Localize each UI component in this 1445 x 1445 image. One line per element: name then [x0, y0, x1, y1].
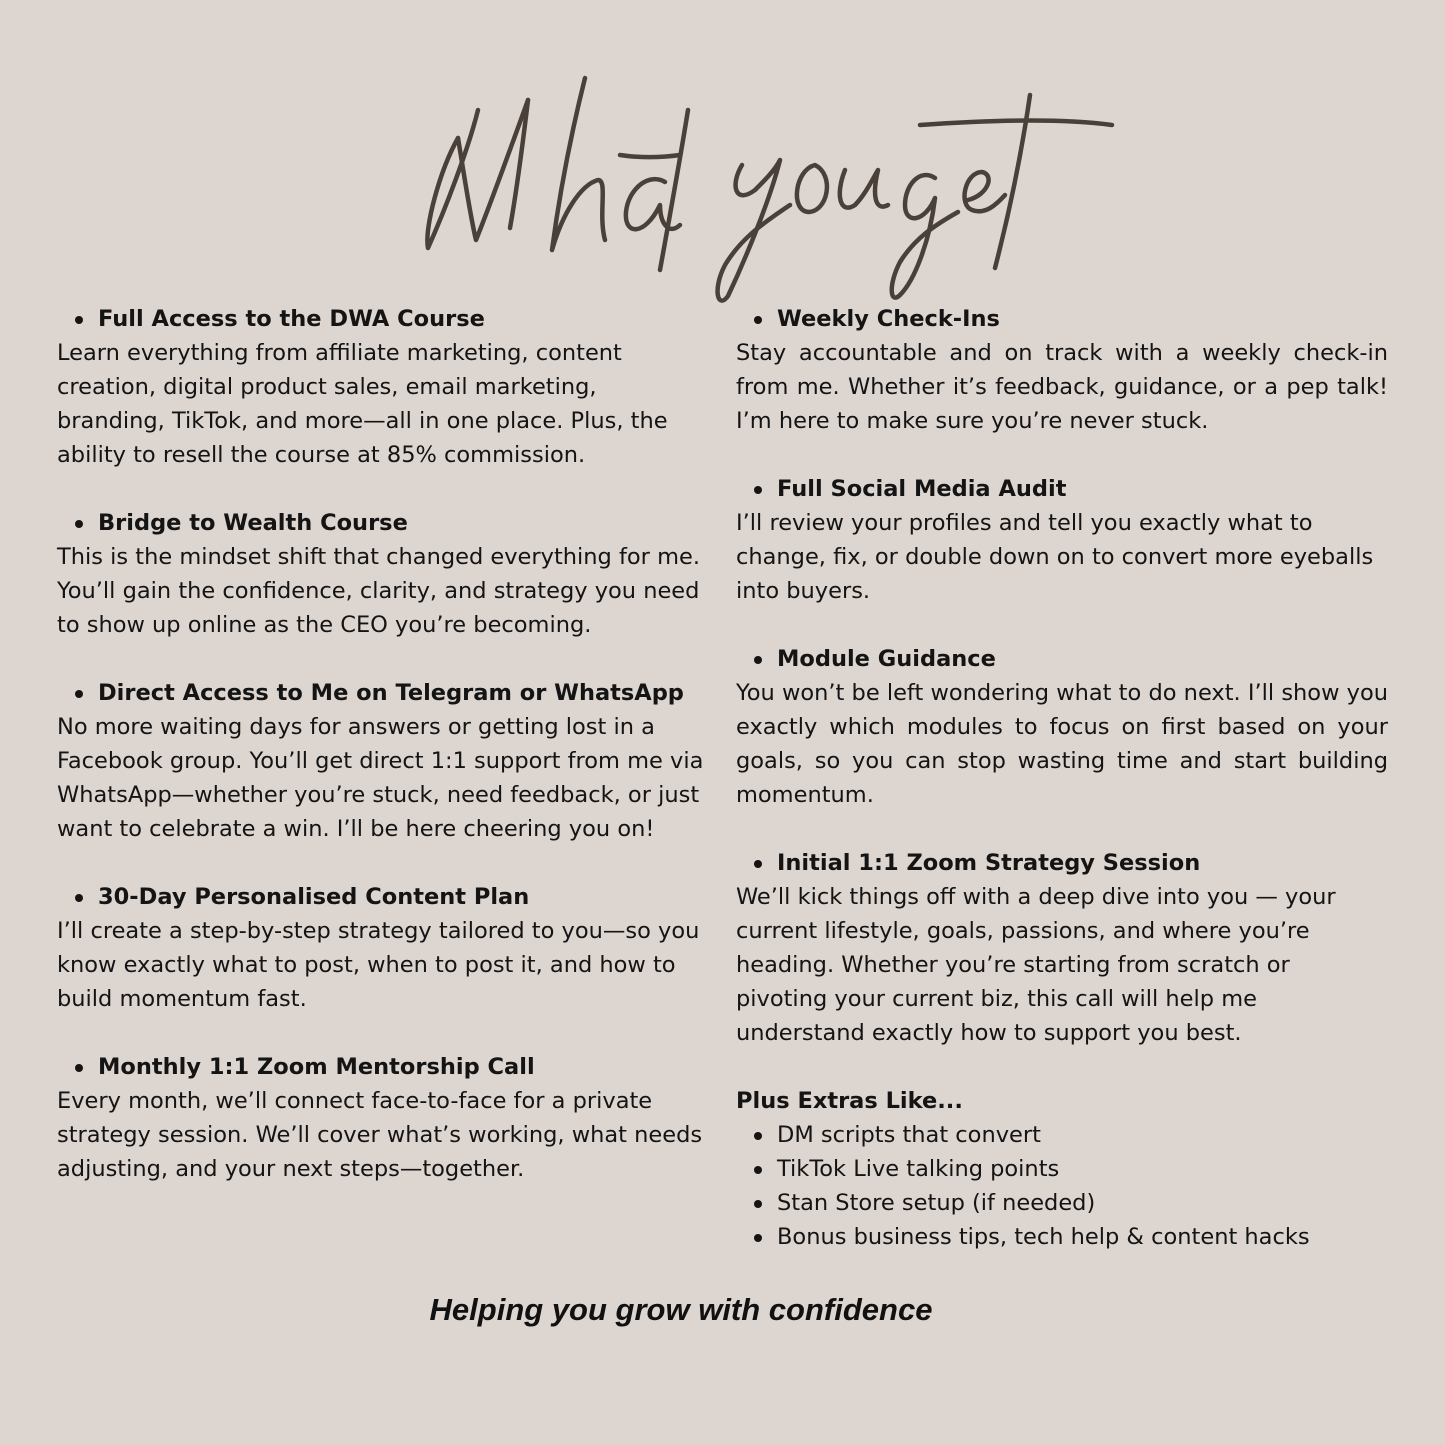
extras-list — [736, 1118, 1388, 1254]
tagline: Helping you grow with confidence — [429, 1292, 933, 1327]
extras-item: Bonus business tips, tech help & content hacks — [736, 1220, 1388, 1254]
page-title — [0, 40, 1445, 310]
benefit-content-plan — [57, 880, 707, 1016]
section-heading: Monthly 1:1 Zoom Mentorship Call — [57, 1050, 707, 1084]
section-body: I’ll create a step-by-step strategy tailored to you—so you know exactly what to post, when to post it, and how to build momentum fast. — [57, 918, 700, 1012]
benefit-dwa-course — [57, 302, 707, 472]
extras-item: TikTok Live talking points — [736, 1152, 1388, 1186]
left-column — [57, 302, 707, 1220]
section-heading: Full Access to the DWA Course — [57, 302, 707, 336]
section-heading: Direct Access to Me on Telegram or WhatsApp — [57, 676, 707, 710]
extras-item: DM scripts that convert — [736, 1118, 1388, 1152]
section-body: I’ll review your profiles and tell you exactly what to change, fix, or double down on to convert more eyeballs into buyers. — [736, 510, 1374, 604]
section-heading: 30-Day Personalised Content Plan — [57, 880, 707, 914]
extras-heading: Plus Extras Like... — [736, 1088, 963, 1114]
section-heading: Initial 1:1 Zoom Strategy Session — [736, 846, 1388, 880]
extras-section — [736, 1084, 1388, 1254]
benefit-monthly-call — [57, 1050, 707, 1186]
section-body: Every month, we’ll connect face-to-face for a private strategy session. We’ll cover what’s working, what needs adjusting, and your next steps—together. — [57, 1088, 703, 1182]
section-body: Learn everything from affiliate marketing, content creation, digital product sales, email marketing, branding, TikTok, and more—all in one place. Plus, the ability to resell the course at 85% commission. — [57, 340, 668, 468]
benefit-module-guidance — [736, 642, 1388, 812]
section-body: No more waiting days for answers or getting lost in a Facebook group. You’ll get direct 1:1 support from me via WhatsApp—whether you’re stuck, need feedback, or just want to celebrate a win. I’ll be here cheering you on! — [57, 714, 704, 842]
section-heading: Weekly Check-Ins — [736, 302, 1388, 336]
section-heading: Bridge to Wealth Course — [57, 506, 707, 540]
benefit-weekly-check-ins — [736, 302, 1388, 438]
benefit-strategy-session — [736, 846, 1388, 1050]
section-body: You won’t be left wondering what to do next. I’ll show you exactly which modules to focus on first based on your goals, so you can stop wasting time and start building momentum. — [736, 680, 1388, 808]
benefit-social-media-audit — [736, 472, 1388, 608]
handwritten-title-art — [0, 40, 1445, 310]
benefit-direct-access — [57, 676, 707, 846]
section-body: We’ll kick things off with a deep dive into you — your current lifestyle, goals, passions, and where you’re heading. Whether you’re starting from scratch or pivoting your current biz, this call will help me understand exactly how to support you best. — [736, 884, 1336, 1046]
section-heading: Full Social Media Audit — [736, 472, 1388, 506]
extras-item: Stan Store setup (if needed) — [736, 1186, 1388, 1220]
benefit-bridge-to-wealth — [57, 506, 707, 642]
right-column — [736, 302, 1388, 1254]
section-heading: Module Guidance — [736, 642, 1388, 676]
section-body: Stay accountable and on track with a weekly check-in from me. Whether it’s feedback, guidance, or a pep talk! I’m here to make sure you’re never stuck. — [736, 340, 1388, 434]
section-body: This is the mindset shift that changed everything for me. You’ll gain the confidence, clarity, and strategy you need to show up online as the CEO you’re becoming. — [57, 544, 700, 638]
